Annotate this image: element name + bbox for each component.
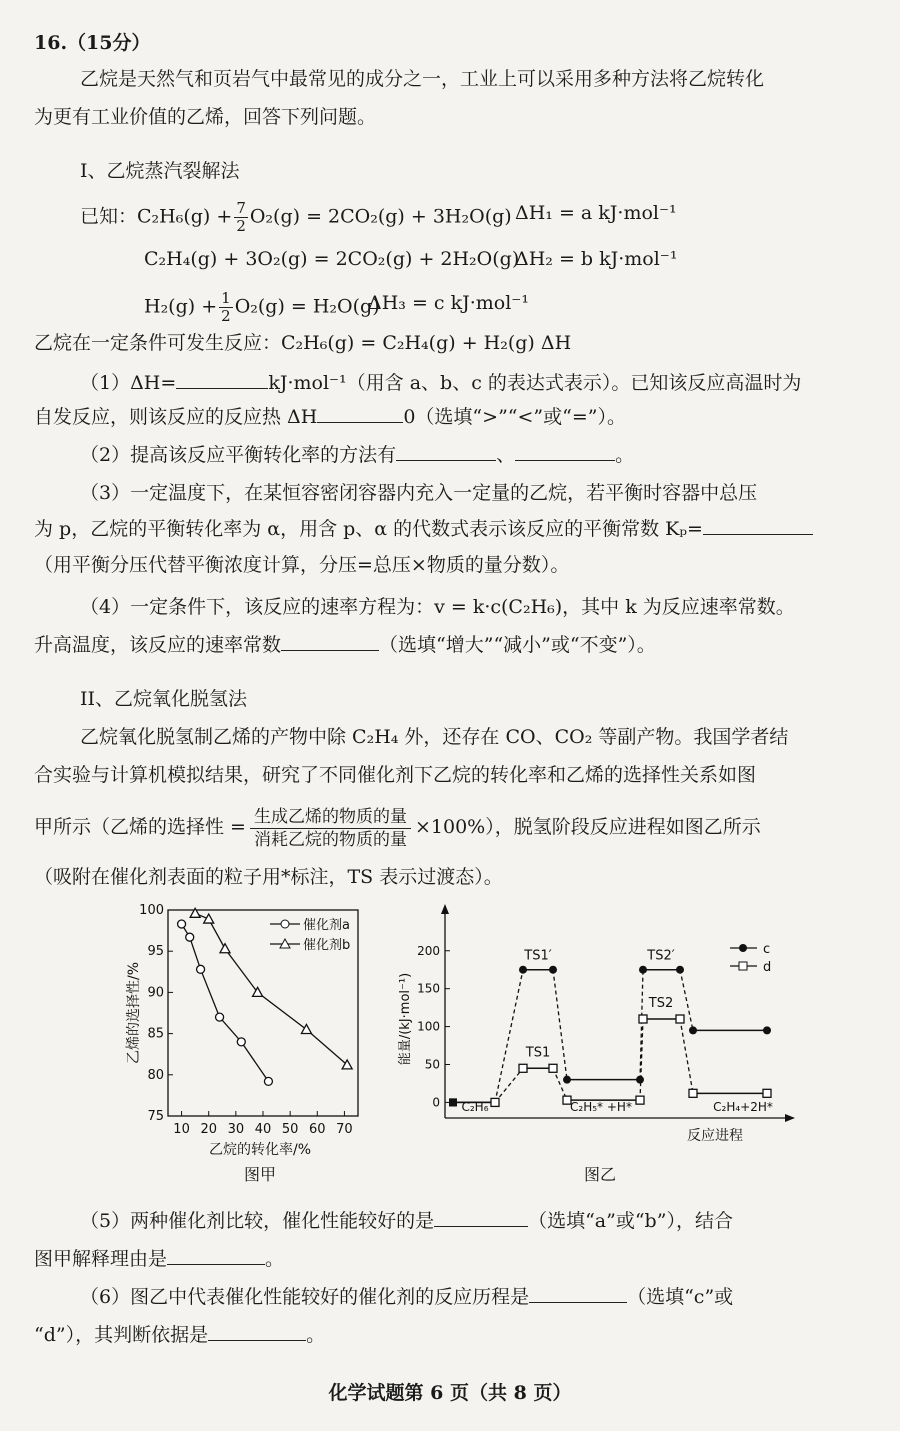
q2-separator: 、 [496,444,516,466]
x-axis-arrow [785,1114,795,1122]
data-point-c [639,966,647,974]
y-axis-label: 能量/(kJ·mol⁻¹) [398,972,413,1066]
q5-reason-blank[interactable] [167,1246,265,1265]
q4-text: 升高温度，该反应的速率常数 [34,634,282,656]
data-point-催化剂a [216,1013,224,1021]
x-tick-label: 20 [200,1122,217,1137]
x-tick-label: 40 [254,1122,272,1137]
q5-line-2 [34,1246,284,1272]
q3-kp-blank[interactable] [703,516,813,535]
q4-line-2 [34,632,656,658]
y-tick-label: 100 [139,903,164,918]
intro-line-1: 乙烷是天然气和页岩气中最常见的成分之一，工业上可以采用多种方法将乙烷转化 [80,68,765,90]
q5-end: 。 [265,1248,285,1270]
eq3-num: 1 [221,289,231,307]
label-ts1: TS1 [525,1045,551,1061]
section-2-line-2: 合实验与计算机模拟结果，研究了不同催化剂下乙烷的转化率和乙烯的选择性关系如图 [34,764,757,786]
data-point-c [563,1076,571,1084]
x-axis-label: 乙烷的转化率/% [208,1142,312,1158]
selectivity-fraction [250,806,411,851]
q4-blank[interactable] [281,632,379,651]
chart-yi-caption: 图乙 [583,1165,617,1184]
q6-text-2: （选填“c”或 [627,1286,734,1308]
q6-line-2 [34,1322,325,1348]
label-intermediate: C₂H₅* +H* [570,1100,632,1114]
y-tick-label: 0 [432,1095,440,1110]
data-point-c [519,966,527,974]
legend-label-c: c [763,942,771,957]
y-tick-label: 95 [147,944,164,960]
legend-marker-d [739,962,747,970]
connector-d [553,1068,567,1100]
x-tick-label: 30 [227,1122,245,1137]
data-point-催化剂a [186,933,194,941]
equation-1 [80,200,512,235]
x-tick-label: 70 [336,1122,353,1137]
q2-text: （2）提高该反应平衡转化率的方法有 [80,444,397,466]
q6-reason-blank[interactable] [208,1322,306,1341]
equation-3 [144,290,380,325]
q5-blank[interactable] [434,1208,528,1227]
y-tick-label: 150 [417,981,440,996]
data-point-催化剂b [220,944,230,953]
eq3-lhs: H₂(g) + [144,295,218,318]
q5-text-3: 图甲解释理由是 [34,1248,168,1270]
eq3-fraction [219,290,233,325]
q1-text-2: 自发反应，则该反应的反应热 ΔH [34,406,318,428]
start-marker [449,1098,457,1106]
data-point-c [689,1026,697,1034]
data-point-d [636,1096,644,1104]
reaction-condition: 乙烷在一定条件可发生反应：C₂H₆(g) = C₂H₄(g) + H₂(g) ΔH [34,332,572,354]
eq1-rhs: O₂(g) = 2CO₂(g) + 3H₂O(g) [249,205,512,228]
data-point-d [491,1098,499,1106]
label-ethane: C₂H₆ [461,1100,489,1114]
data-point-催化剂a [178,920,186,928]
legend-marker-c [739,944,747,952]
q1-sign-blank[interactable] [317,404,403,423]
connector-d [640,1019,643,1100]
data-point-c [676,966,684,974]
legend-label-催化剂b: 催化剂b [303,938,351,953]
intro-line-2: 为更有工业价值的乙烯，回答下列问题。 [34,106,377,128]
data-point-催化剂a [237,1038,245,1046]
y-tick-label: 80 [147,1067,164,1083]
eq1-lhs: C₂H₆(g) + [137,205,233,228]
eq1-num: 7 [236,199,246,217]
section-2-line-1: 乙烷氧化脱氢制乙烯的产物中除 C₂H₄ 外，还存在 CO、CO₂ 等副产物。我国学者结 [80,726,789,748]
y-tick-label: 100 [417,1019,440,1034]
eq1-fraction [234,200,248,235]
figure-yi-chart [395,898,805,1188]
q3-line-3: （用平衡分压代替平衡浓度计算，分压=总压×物质的量分数）。 [34,554,570,576]
data-point-d [639,1015,647,1023]
eq3-den: 2 [221,307,231,325]
equation-2: C₂H₄(g) + 3O₂(g) = 2CO₂(g) + 2H₂O(g) [144,248,520,270]
legend-label-d: d [763,960,772,975]
q2-blank-2[interactable] [515,442,615,461]
q6-text: （6）图乙中代表催化性能较好的催化剂的反应历程是 [80,1286,530,1308]
label-ts2-prime: TS2′ [647,948,675,964]
series-line-催化剂b [195,913,347,1065]
question-number: 16.（15分） [34,32,151,54]
section-2-line-3 [34,802,761,852]
q2-blank-1[interactable] [396,442,496,461]
label-product: C₂H₄+2H* [713,1100,773,1114]
selectivity-text-2: ×100%），脱氢阶段反应进程如图乙所示 [414,816,761,838]
x-axis-label: 反应进程 [687,1128,743,1144]
known-label: 已知： [80,205,138,228]
eq3-rhs: O₂(g) = H₂O(g) [234,295,380,318]
data-point-d [763,1089,771,1097]
data-point-c [549,966,557,974]
x-tick-label: 50 [281,1122,299,1137]
data-point-催化剂a [197,965,205,973]
y-axis-label: 乙烯的选择性/% [126,961,142,1065]
data-point-d [549,1064,557,1072]
eq1-enthalpy: ΔH₁ = a kJ·mol⁻¹ [515,202,677,224]
data-point-d [676,1015,684,1023]
q4-text-2: （选填“增大”“减小”或“不变”）。 [379,634,656,656]
chart-jia-caption: 图甲 [243,1165,277,1184]
section-2-line-4: （吸附在催化剂表面的粒子用*标注，TS 表示过渡态）。 [34,866,503,888]
q6-end: 。 [306,1324,326,1346]
data-point-c [763,1026,771,1034]
data-point-d [519,1064,527,1072]
q1-answer-blank[interactable] [176,370,268,389]
q1-text: kJ·mol⁻¹（用含 a、b、c 的表达式表示）。已知该反应高温时为 [268,372,802,394]
label-ts2: TS2 [648,996,674,1011]
q5-line-1 [80,1208,733,1234]
page-footer: 化学试题第 6 页（共 8 页） [328,1382,572,1404]
y-tick-label: 200 [417,943,440,958]
q1-label: （1）ΔH= [80,372,177,394]
q4-line-1: （4）一定条件下，该反应的速率方程为：v = k·c(C₂H₆)，其中 k 为反应速率常数。 [80,596,795,618]
y-tick-label: 85 [147,1026,164,1042]
selectivity-denominator: 消耗乙烷的物质的量 [253,829,407,850]
q6-text-3: “d”），其判断依据是 [34,1324,209,1346]
eq2-enthalpy: ΔH₂ = b kJ·mol⁻¹ [515,248,678,270]
selectivity-text: 甲所示（乙烯的选择性 = [34,816,246,838]
data-point-c [636,1076,644,1084]
eq1-den: 2 [236,217,246,235]
q3-text: 为 p，乙烷的平衡转化率为 α，用含 p、α 的代数式表示该反应的平衡常数 Kₚ= [34,518,703,540]
q1-text-3: 0（选填“>”“<”或“=”）。 [403,406,626,428]
eq3-enthalpy: ΔH₃ = c kJ·mol⁻¹ [368,292,529,314]
data-point-催化剂b [301,1024,311,1033]
y-tick-label: 75 [147,1109,164,1124]
y-tick-label: 50 [424,1057,440,1072]
data-point-d [689,1089,697,1097]
legend-marker-催化剂a [281,920,289,928]
figure-jia-chart [120,898,370,1188]
q6-blank[interactable] [529,1284,627,1303]
x-tick-label: 10 [173,1122,190,1137]
connector-c [495,970,523,1103]
legend-label-催化剂a: 催化剂a [303,918,350,933]
connector-c [553,970,567,1080]
y-tick-label: 90 [147,985,164,1001]
q3-line-1: （3）一定温度下，在某恒容密闭容器内充入一定量的乙烷，若平衡时容器中总压 [80,482,758,504]
q6-line-1 [80,1284,733,1310]
q3-line-2 [34,516,813,542]
q2-line [80,442,634,468]
data-point-催化剂b [204,914,214,923]
q5-text-2: （选填“a”或“b”），结合 [528,1210,733,1232]
q1-line-1 [80,370,801,396]
section-1-title: I、乙烷蒸汽裂解法 [80,160,240,182]
data-point-催化剂a [264,1077,272,1085]
q5-text: （5）两种催化剂比较，催化性能较好的是 [80,1210,435,1232]
label-ts1-prime: TS1′ [524,948,552,964]
section-2-title: II、乙烷氧化脱氢法 [80,688,248,710]
y-axis-arrow [441,904,449,914]
q2-end: 。 [615,444,635,466]
x-tick-label: 60 [309,1122,326,1137]
selectivity-numerator: 生成乙烯的物质的量 [250,806,411,829]
q1-line-2 [34,404,626,430]
